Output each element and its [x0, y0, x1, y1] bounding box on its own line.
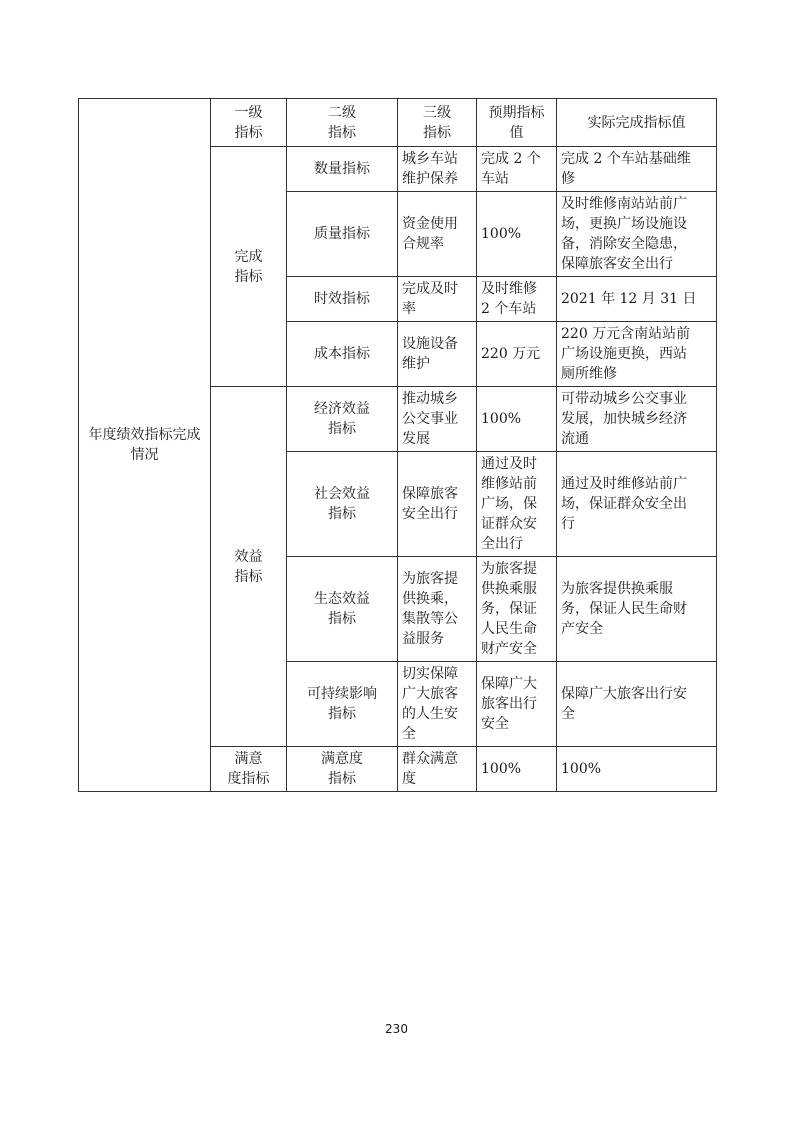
expected-cell: 100%: [477, 192, 557, 277]
expected-cell: 及时维修 2 个车站: [477, 277, 557, 322]
expected-cell: 完成 2 个 车站: [477, 147, 557, 192]
level2-cell: 质量指标: [287, 192, 398, 277]
level3-cell: 设施设备 维护: [398, 322, 477, 387]
level2-cell: 数量指标: [287, 147, 398, 192]
level2-cell: 成本指标: [287, 322, 398, 387]
header-level1: 一级 指标: [211, 99, 287, 147]
expected-cell: 100%: [477, 387, 557, 452]
annual-performance-label: [79, 99, 211, 792]
actual-cell: 保障广大旅客出行安 全: [557, 662, 717, 747]
expected-cell: 保障广大 旅客出行 安全: [477, 662, 557, 747]
expected-cell: 220 万元: [477, 322, 557, 387]
expected-cell: 为旅客提 供换乘服 务，保证 人民生命 财产安全: [477, 557, 557, 662]
table-header-row: [79, 99, 717, 147]
actual-cell: 为旅客提供换乘服 务，保证人民生命财 产安全: [557, 557, 717, 662]
header-level3: 三级 指标: [398, 99, 477, 147]
level2-cell: 满意度 指标: [287, 747, 398, 792]
actual-cell: 通过及时维修站前广 场，保证群众安全出 行: [557, 452, 717, 557]
level2-cell: 经济效益 指标: [287, 387, 398, 452]
actual-cell: 可带动城乡公交事业 发展，加快城乡经济 流通: [557, 387, 717, 452]
actual-cell: 完成 2 个车站基础维 修: [557, 147, 717, 192]
expected-cell: 通过及时 维修站前 广场，保 证群众安 全出行: [477, 452, 557, 557]
level2-cell: 生态效益 指标: [287, 557, 398, 662]
header-level2: 二级 指标: [287, 99, 398, 147]
actual-cell: 及时维修南站站前广 场，更换广场设施设 备，消除安全隐患， 保障旅客安全出行: [557, 192, 717, 277]
level3-cell: 群众满意 度: [398, 747, 477, 792]
actual-cell: 2021 年 12 月 31 日: [557, 277, 717, 322]
level2-cell: 时效指标: [287, 277, 398, 322]
level3-cell: 完成及时 率: [398, 277, 477, 322]
actual-cell: 100%: [557, 747, 717, 792]
level3-cell: 切实保障 广大旅客 的人生安 全: [398, 662, 477, 747]
level3-cell: 保障旅客 安全出行: [398, 452, 477, 557]
actual-cell: 220 万元含南站站前 广场设施更换，西站 厕所维修: [557, 322, 717, 387]
level2-cell: 可持续影响 指标: [287, 662, 398, 747]
group-satisfaction: 满意 度指标: [211, 747, 287, 792]
level2-cell: 社会效益 指标: [287, 452, 398, 557]
header-actual: 实际完成指标值: [557, 99, 717, 147]
level3-cell: 资金使用 合规率: [398, 192, 477, 277]
page-number: 230: [385, 1022, 408, 1036]
level3-cell: 城乡车站 维护保养: [398, 147, 477, 192]
level3-cell: 推动城乡 公交事业 发展: [398, 387, 477, 452]
level3-cell: 为旅客提 供换乘， 集散等公 益服务: [398, 557, 477, 662]
group-completion: 完成 指标: [211, 147, 287, 387]
group-benefit: 效益 指标: [211, 387, 287, 747]
header-expected: 预期指标 值: [477, 99, 557, 147]
performance-indicator-table: [78, 98, 717, 792]
annual-performance-text: 年度绩效指标完成情况: [88, 427, 201, 463]
expected-cell: 100%: [477, 747, 557, 792]
